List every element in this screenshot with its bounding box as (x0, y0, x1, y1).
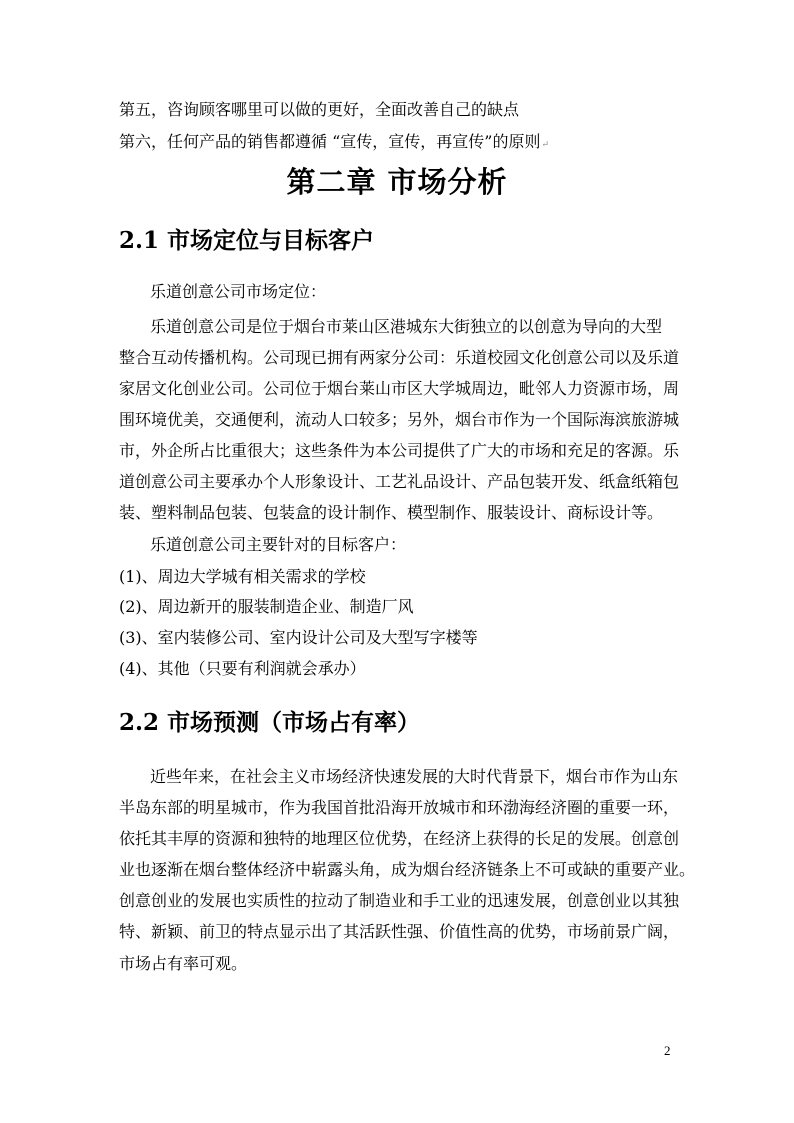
targets-intro: 乐道创意公司主要针对的目标客户： (150, 535, 407, 554)
list-item: (2)、周边新开的服装制造企业、制造厂风 (119, 597, 414, 616)
paragraph-line: 整合互动传播机构。公司现已拥有两家分公司：乐道校园文化创意公司以及乐道 (119, 348, 680, 367)
paragraph-line: 围环境优美，交通便利，流动人口较多；另外，烟台市作为一个国际海滨旅游城 (119, 410, 680, 429)
list-item: (1)、周边大学城有相关需求的学校 (119, 567, 366, 586)
paragraph-line: 近些年来，在社会主义市场经济快速发展的大时代背景下，烟台市作为山东 (150, 767, 679, 786)
page-number: 2 (664, 1043, 671, 1058)
list-item: (3)、室内装修公司、室内设计公司及大型写字楼等 (119, 628, 478, 647)
paragraph-line: 乐道创意公司是位于烟台市莱山区港城东大街独立的以创意为导向的大型 (150, 317, 663, 336)
paragraph-line: 道创意公司主要承办个人形象设计、工艺礼品设计、产品包装开发、纸盒纸箱包 (119, 472, 680, 491)
paragraph-line: 业也逐渐在烟台整体经济中崭露头角，成为烟台经济链条上不可或缺的重要产业。 (119, 860, 696, 879)
paragraph-line: 市场占有率可观。 (119, 954, 248, 973)
paragraph-line: 装、塑料制品包装、包装盒的设计制作、模型制作、服装设计、商标设计等。 (119, 503, 664, 522)
section-heading-2-1: 2.1 市场定位与目标客户 (119, 227, 375, 254)
text-line: 第五，咨询顾客哪里可以做的更好，全面改善自己的缺点 (119, 100, 520, 119)
paragraph-intro: 乐道创意公司市场定位： (150, 282, 327, 301)
chapter-title: 第二章 市场分析 (286, 165, 508, 199)
text-line-content: 第六，任何产品的销售都遵循 “宣传，宣传，再宣传”的原则 (119, 132, 541, 151)
paragraph-line: 创意创业的发展也实质性的拉动了制造业和手工业的迅速发展，创意创业以其独 (119, 891, 680, 910)
paragraph-line: 依托其丰厚的资源和独特的地理区位优势，在经济上获得的长足的发展。创意创 (119, 829, 680, 848)
paragraph-line: 半岛东部的明星城市，作为我国首批沿海开放城市和环渤海经济圈的重要一环， (119, 798, 680, 817)
paragraph-line: 特、新颖、前卫的特点显示出了其活跃性强、价值性高的优势，市场前景广阔， (119, 922, 680, 941)
paragraph-mark-icon: ↵ (541, 140, 549, 150)
text-line (119, 132, 549, 155)
section-heading-2-2: 2.2 市场预测（市场占有率） (119, 709, 421, 736)
list-item: (4)、其他（只要有利润就会承办） (119, 659, 366, 678)
paragraph-line: 家居文化创业公司。公司位于烟台莱山市区大学城周边，毗邻人力资源市场，周 (119, 379, 680, 398)
paragraph-line: 市，外企所占比重很大；这些条件为本公司提供了广大的市场和充足的客源。乐 (119, 441, 680, 460)
